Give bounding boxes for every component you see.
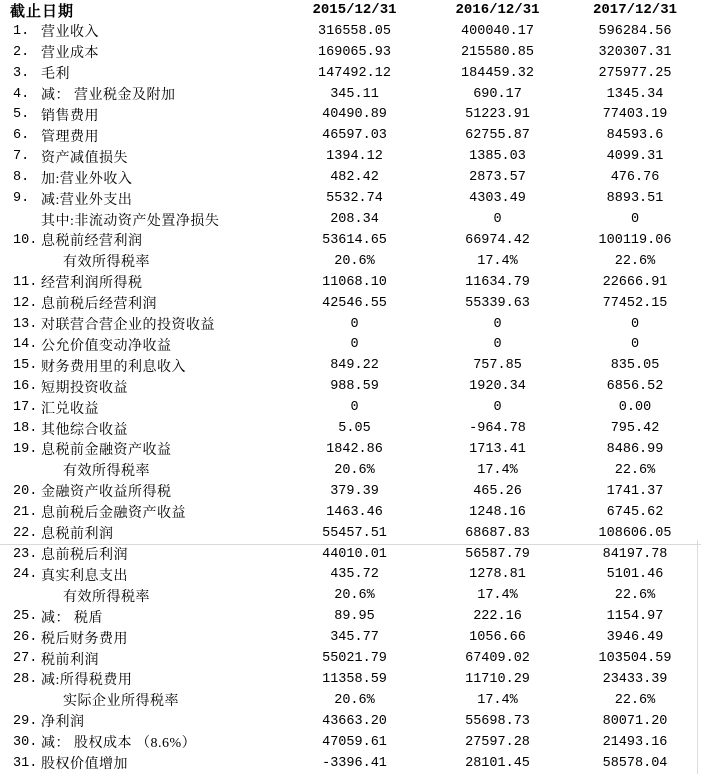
row-label: 金融资产收益所得税 [41,485,172,501]
cell-value-2017: 77403.19 [602,107,668,123]
table-body [0,21,701,774]
cell-value-2017: 8486.99 [606,441,664,457]
row-number: 15. [13,358,38,374]
row-label-cell [0,147,283,167]
cell-value-2015: 482.42 [330,170,379,186]
row-number: 8. [13,170,30,186]
cell-value-2017: 8893.51 [606,191,664,207]
row-number: 3. [13,65,30,81]
cell-value-2017: 77452.15 [602,295,668,311]
cell-value-2016: 222.16 [473,609,522,625]
row-number: 26. [13,630,38,646]
cell-value-2015: 20.6% [334,253,375,269]
table-row [0,481,701,502]
cell-value-2016: 1278.81 [469,567,526,583]
row-number: 12. [13,295,38,311]
row-label: 有效所得税率 [63,255,150,271]
row-label-cell [0,523,283,543]
row-label-cell [0,439,283,459]
cell-value-2017: 22.6% [614,588,656,604]
row-number: 2. [13,44,30,60]
cell-value-2017: 22.6% [614,462,656,478]
cell-value-2016: 62755.87 [465,128,530,144]
row-label-cell [0,419,283,439]
row-label-cell [0,42,283,62]
cell-value-2015: 5.05 [338,421,371,437]
cell-value-2017: 320307.31 [598,44,672,60]
table-row [0,711,701,732]
table-row [0,397,701,418]
cell-value-2017: 80071.20 [602,713,668,729]
row-label: 有效所得税率 [63,589,150,605]
row-label-cell [0,732,283,752]
cell-value-2017: 21493.16 [602,734,668,750]
row-label: 管理费用 [41,129,99,145]
cell-value-2017: 22666.91 [602,274,668,290]
row-label: 净利润 [41,715,85,731]
cell-value-2016: 757.85 [473,358,522,374]
cell-value-2015: 147492.12 [318,65,391,81]
cell-value-2015: 1394.12 [326,149,383,165]
table-row [0,753,701,774]
row-number: 31. [13,755,38,771]
table-row [0,648,701,669]
cell-value-2017: 0 [630,316,640,332]
cell-value-2017: 596284.56 [598,23,672,39]
cell-value-2015: 208.34 [330,212,379,228]
row-number: 22. [13,525,38,541]
header-row [0,0,701,21]
cell-value-2015: 0 [350,400,359,416]
row-number: 21. [13,504,38,520]
row-label: 息税前经营利润 [41,234,143,250]
cell-value-2015: 43663.20 [322,713,387,729]
row-label: 税前利润 [41,652,99,668]
row-label: 减:所得税费用 [41,673,133,689]
row-number: 17. [13,400,38,416]
cell-value-2015: 0 [350,337,359,353]
cell-value-2016: 55698.73 [465,713,530,729]
cell-value-2017: 108606.05 [598,525,672,541]
table-row [0,63,701,84]
row-number: 10. [13,232,38,248]
cell-value-2016: 0 [493,337,502,353]
cell-value-2016: 2873.57 [469,170,526,186]
table-row [0,523,701,544]
row-label-cell [0,293,283,313]
table-row [0,732,701,753]
table-row [0,42,701,63]
table-row [0,544,701,565]
cell-value-2017: 835.05 [610,358,660,374]
cell-value-2016: 55339.63 [465,295,530,311]
row-label: 息前税后经营利润 [41,297,157,313]
cell-value-2017: 1345.34 [606,86,664,102]
row-label: 息前税后利润 [41,548,128,564]
table-row [0,167,701,188]
cell-value-2017: 22.6% [614,692,656,708]
table-row [0,293,701,314]
cell-value-2015: 11358.59 [322,671,387,687]
cell-value-2015: 1842.86 [326,441,383,457]
cell-value-2015: 20.6% [334,692,375,708]
row-label: 毛利 [41,67,70,83]
cell-value-2016: 68687.83 [465,525,530,541]
cell-value-2015: 435.72 [330,567,379,583]
row-label: 息前税后金融资产收益 [41,506,186,522]
cell-value-2015: 40490.89 [322,107,387,123]
cell-value-2016: 17.4% [477,692,518,708]
table-row [0,146,701,167]
cell-value-2016: 67409.02 [465,651,530,667]
cell-value-2015: 169065.93 [318,44,391,60]
row-label-cell [0,690,283,710]
row-label-cell [0,314,283,334]
table-row [0,125,701,146]
cell-value-2015: 46597.03 [322,128,387,144]
cell-value-2015: 20.6% [334,462,375,478]
table-row [0,230,701,251]
row-number: 11. [13,274,38,290]
cell-value-2017: 4099.31 [606,149,664,165]
cell-value-2016: 1920.34 [469,379,526,395]
cell-value-2016: 1385.03 [469,149,526,165]
cell-value-2015: 53614.65 [322,232,387,248]
row-label: 真实利息支出 [41,568,128,584]
cell-value-2015: 345.77 [330,630,379,646]
cell-value-2017: 1154.97 [606,609,664,625]
row-label: 税后财务费用 [41,631,128,647]
cell-value-2016: 17.4% [477,588,518,604]
cell-value-2017: 1741.37 [606,483,664,499]
row-label-cell [0,251,283,271]
cell-value-2017: 22.6% [614,253,656,269]
cell-value-2017: 6745.62 [606,504,664,520]
table-row [0,209,701,230]
cell-value-2017: 275977.25 [598,65,672,81]
table-row [0,21,701,42]
row-label: 加:营业外收入 [41,171,133,187]
header-label-cell [0,0,283,21]
cell-value-2017: 0.00 [618,400,652,416]
cell-value-2015: 89.95 [334,609,375,625]
table-row [0,251,701,272]
cell-value-2017: 476.76 [610,170,660,186]
row-number: 30. [13,734,38,750]
row-label: 财务费用里的利息收入 [41,359,186,375]
cell-value-2016: 4303.49 [469,191,526,207]
cell-value-2017: 84197.78 [602,546,668,562]
row-label: 汇兑收益 [41,401,99,417]
row-label-cell [0,377,283,397]
cell-value-2016: 11710.29 [465,671,530,687]
cell-value-2016: 0 [493,212,502,228]
row-label-cell [0,63,283,83]
table-row [0,439,701,460]
cell-value-2017: 6856.52 [606,379,664,395]
row-number: 25. [13,609,38,625]
row-label-cell [0,210,283,230]
cell-value-2015: 0 [350,316,359,332]
table-row [0,690,701,711]
row-label-cell [0,753,283,773]
cell-value-2017: 5101.46 [606,567,664,583]
row-number: 28. [13,671,38,687]
row-label-cell [0,126,283,146]
row-label-cell [0,189,283,209]
table-row [0,335,701,356]
row-label-cell [0,105,283,125]
row-label: 减:营业外支出 [41,192,133,208]
row-number: 18. [13,421,38,437]
cell-value-2017: 58578.04 [602,755,668,771]
row-label-cell [0,21,283,41]
right-border-line [697,540,698,774]
cell-value-2015: 1463.46 [326,504,383,520]
row-label: 其他综合收益 [41,422,128,438]
cell-value-2016: 465.26 [473,483,522,499]
table-row [0,376,701,397]
table-row [0,418,701,439]
cell-value-2016: 1248.16 [469,504,526,520]
cell-value-2016: 215580.85 [461,44,534,60]
cell-value-2017: 3946.49 [606,630,664,646]
row-label: 其中:非流动资产处置净损失 [41,213,220,229]
row-label: 对联营合营企业的投资收益 [41,318,215,334]
row-label-cell [0,669,283,689]
table-row [0,84,701,105]
cell-value-2017: 0 [630,212,640,228]
table-row [0,355,701,376]
row-label-cell [0,628,283,648]
row-number: 29. [13,713,38,729]
table-row [0,105,701,126]
row-label-cell [0,586,283,606]
row-label-cell [0,230,283,250]
col-header-2016: 2016/12/31 [455,2,540,19]
table-row [0,627,701,648]
row-number: 9. [13,191,30,207]
cell-value-2016: 690.17 [473,86,522,102]
row-label: 减： 税盾 [41,610,103,626]
row-label-cell [0,481,283,501]
row-number: 24. [13,567,38,583]
cell-value-2016: 184459.32 [461,65,534,81]
table-row [0,188,701,209]
cell-value-2015: 44010.01 [322,546,387,562]
cell-value-2016: 0 [493,400,502,416]
cell-value-2016: 27597.28 [465,734,530,750]
row-label-cell [0,502,283,522]
cell-value-2016: 28101.45 [465,755,530,771]
cell-value-2015: 47059.61 [322,734,387,750]
row-label: 经营利润所得税 [41,276,143,292]
row-number: 14. [13,337,38,353]
cell-value-2015: 20.6% [334,588,375,604]
row-number: 7. [13,149,30,165]
table-row [0,314,701,335]
row-label: 减： 股权成本 （8.6%） [41,736,197,752]
cell-value-2016: 0 [493,316,502,332]
table-row [0,585,701,606]
row-label: 营业收入 [41,25,99,41]
row-label: 销售费用 [41,108,99,124]
cell-value-2015: 379.39 [330,483,379,499]
row-label: 公允价值变动净收益 [41,338,172,354]
cell-value-2017: 100119.06 [598,232,672,248]
row-label: 息税前利润 [41,527,114,543]
row-number: 16. [13,379,38,395]
cell-value-2016: 1056.66 [469,630,526,646]
col-header-2015: 2015/12/31 [312,2,397,19]
row-number: 4. [13,86,30,102]
table-row [0,606,701,627]
row-label: 减： 营业税金及附加 [41,88,176,104]
cell-value-2016: 17.4% [477,462,518,478]
row-label: 息税前金融资产收益 [41,443,172,459]
cell-value-2015: 316558.05 [318,23,391,39]
row-label: 股权价值增加 [41,757,128,773]
col-header-2017: 2017/12/31 [592,2,677,19]
row-label: 有效所得税率 [63,464,150,480]
cell-value-2015: 55457.51 [322,525,387,541]
row-label: 资产减值损失 [41,150,128,166]
cell-value-2015: 849.22 [330,358,379,374]
cell-value-2017: 103504.59 [598,651,672,667]
row-label-cell [0,544,283,564]
cell-value-2016: 1713.41 [469,441,526,457]
row-number: 6. [13,128,30,144]
row-number: 5. [13,107,30,123]
table-row [0,502,701,523]
row-number: 27. [13,651,38,667]
cell-value-2017: 0 [630,337,640,353]
row-label: 实际企业所得税率 [63,694,179,710]
row-label-cell [0,168,283,188]
cell-value-2016: 66974.42 [465,232,530,248]
row-label-cell [0,84,283,104]
cell-value-2016: 400040.17 [461,23,534,39]
cell-value-2016: -964.78 [469,421,526,437]
cell-value-2017: 23433.39 [602,671,668,687]
table-row [0,272,701,293]
table-row [0,460,701,481]
row-label-cell [0,607,283,627]
cell-value-2015: -3396.41 [322,755,387,771]
row-label-cell [0,565,283,585]
cell-value-2015: 55021.79 [322,651,387,667]
row-label: 营业成本 [41,46,99,62]
cell-value-2015: 345.11 [330,86,379,102]
row-number: 19. [13,441,38,457]
row-number: 23. [13,546,38,562]
cell-value-2016: 56587.79 [465,546,530,562]
cell-value-2016: 17.4% [477,253,518,269]
row-label-cell [0,711,283,731]
table-row [0,564,701,585]
row-label-cell [0,356,283,376]
cell-value-2015: 42546.55 [322,295,387,311]
row-number: 20. [13,483,38,499]
cell-value-2017: 795.42 [610,421,660,437]
cell-value-2015: 11068.10 [322,274,387,290]
row-label: 短期投资收益 [41,380,128,396]
cell-value-2015: 5532.74 [326,191,383,207]
cutoff-date-label: 截止日期 [10,3,75,20]
cell-value-2017: 84593.6 [606,128,664,144]
cell-value-2016: 11634.79 [465,274,530,290]
row-label-cell [0,335,283,355]
row-number: 13. [13,316,38,332]
row-label-cell [0,272,283,292]
table-row [0,669,701,690]
cell-value-2015: 988.59 [330,379,379,395]
row-label-cell [0,460,283,480]
row-label-cell [0,398,283,418]
row-label-cell [0,649,283,669]
cell-value-2016: 51223.91 [465,107,530,123]
row-number: 1. [13,23,30,39]
